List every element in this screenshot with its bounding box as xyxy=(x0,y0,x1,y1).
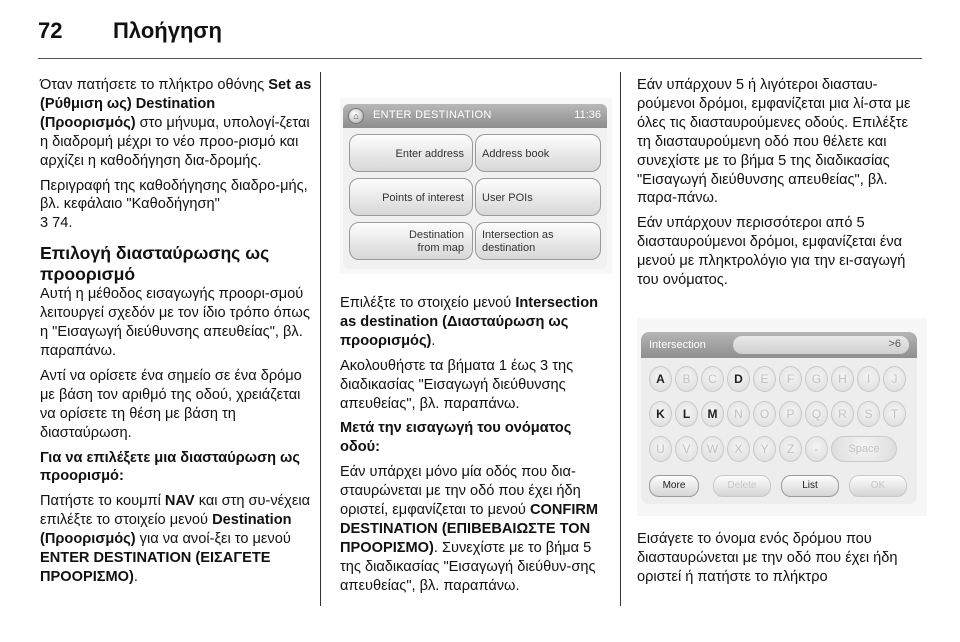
key-n[interactable]: N xyxy=(727,401,750,427)
screen-title: ENTER DESTINATION xyxy=(373,109,492,121)
key-y[interactable]: Y xyxy=(753,436,776,462)
key-v[interactable]: V xyxy=(675,436,698,462)
home-icon[interactable]: ⌂ xyxy=(348,108,364,124)
key-x[interactable]: X xyxy=(727,436,750,462)
screen-header xyxy=(343,104,607,128)
delete-button[interactable]: Delete xyxy=(713,475,771,497)
key-d[interactable]: D xyxy=(727,366,750,392)
column-divider-1 xyxy=(320,72,321,606)
subheading: Μετά την εισαγωγή του ονόματος οδού: xyxy=(340,420,572,456)
page-header xyxy=(0,0,960,60)
screen-header xyxy=(641,332,917,358)
key-s[interactable]: S xyxy=(857,401,880,427)
paragraph: Εισάγετε το όνομα ενός δρόμου που διασταυρώνεται με την οδό που έχει ήδη οριστεί ή πατήστε το πλήκτρο xyxy=(637,531,898,585)
clock: 11:36 xyxy=(574,109,601,121)
screen-title: Intersection xyxy=(649,339,706,351)
page-reference: 3 74. xyxy=(40,215,73,232)
result-count: >6 xyxy=(888,338,901,350)
key-g[interactable]: G xyxy=(805,366,828,392)
key-q[interactable]: Q xyxy=(805,401,828,427)
section-heading: Επιλογή διασταύρωσης ως προορισμό xyxy=(40,243,270,285)
user-pois-button[interactable]: User POIs xyxy=(475,178,601,216)
key-j[interactable]: J xyxy=(883,366,906,392)
header-rule xyxy=(38,58,922,59)
paragraph: Εάν υπάρχει μόνο μία οδός που δια-σταυρώνεται με την οδό που έχει ήδη οριστεί, εμφανίζεται το μενού CONFIRM DESTINATION (ΕΠΙΒΕΒΑΙΩΣΤΕ ΤΟΝ ΠΡΟΟΡΙΣΜΟ). Συνεχίστε με το βήμα 5 της διαδικασίας "Εισαγωγή διεύθυν-σης απευθείας", βλ. παραπάνω. xyxy=(340,464,599,594)
paragraph: Περιγραφή της καθοδήγησης διαδρο-μής, βλ. κεφάλαιο "Καθοδήγηση" 3 74. xyxy=(40,177,308,232)
key-a[interactable]: A xyxy=(649,366,672,392)
key-o[interactable]: O xyxy=(753,401,776,427)
column-2 xyxy=(340,294,610,602)
enter-address-button[interactable]: Enter address xyxy=(349,134,473,172)
paragraph: Εάν υπάρχουν περισσότεροι από 5 διασταυρούμενοι δρόμοι, εμφανίζεται ένα μενού με πληκτρολόγιο για την ει-σαγωγή του ονόματος. xyxy=(637,215,906,289)
paragraph: Αντί να ορίσετε ένα σημείο σε ένα δρόμο με βάση τον αριθμό της οδού, χρειάζεται να ορίσετε τη θέση με βάση τη διασταύρωση. xyxy=(40,367,302,441)
enter-destination-screen xyxy=(343,104,607,269)
ok-button[interactable]: OK xyxy=(849,475,907,497)
intersection-keyboard-screenshot xyxy=(637,318,927,516)
key-k[interactable]: K xyxy=(649,401,672,427)
destination-from-map-button[interactable]: Destination from map xyxy=(349,222,473,260)
subheading: Για να επιλέξετε μια διασταύρωση ως προορισμό: xyxy=(40,449,300,485)
paragraph: Αυτή η μέθοδος εισαγωγής προορι-σμού λειτουργεί σχεδόν με τον ίδιο τρόπο όπως η "Εισαγωγή διεύθυνσης απευθείας", βλ. παραπάνω. xyxy=(40,286,310,359)
key-f[interactable]: F xyxy=(779,366,802,392)
address-book-button[interactable]: Address book xyxy=(475,134,601,172)
key-w[interactable]: W xyxy=(701,436,724,462)
key-b[interactable]: B xyxy=(675,366,698,392)
paragraph: Ακολουθήστε τα βήματα 1 έως 3 της διαδικασίας "Εισαγωγή διεύθυνσης απευθείας", βλ. παραπάνω. xyxy=(340,357,574,412)
key-p[interactable]: P xyxy=(779,401,802,427)
column-3 xyxy=(637,76,925,296)
intersection-keyboard-screen xyxy=(641,332,917,504)
key-l[interactable]: L xyxy=(675,401,698,427)
key-u[interactable]: U xyxy=(649,436,672,462)
key-t[interactable]: T xyxy=(883,401,906,427)
key-c[interactable]: C xyxy=(701,366,724,392)
key-r[interactable]: R xyxy=(831,401,854,427)
column-1 xyxy=(40,76,312,593)
column-3-continued xyxy=(637,530,925,593)
key-e[interactable]: E xyxy=(753,366,776,392)
key-h[interactable]: H xyxy=(831,366,854,392)
paragraph: Πατήστε το κουμπί NAV και στη συ-νέχεια επιλέξτε το στοιχείο μενού Destination (Προορισμός) για να ανοί-ξει το μενού ENTER DESTINATION (ΕΙΣΑΓΕΤΕ ΠΡΟΟΡΙΣΜΟ). xyxy=(40,493,311,585)
page-title: Πλοήγηση xyxy=(113,18,222,43)
list-button[interactable]: List xyxy=(781,475,839,497)
column-divider-2 xyxy=(620,72,621,606)
key-i[interactable]: I xyxy=(857,366,880,392)
key-m[interactable]: M xyxy=(701,401,724,427)
key-z[interactable]: Z xyxy=(779,436,802,462)
paragraph: Επιλέξτε το στοιχείο μενού Intersection as destination (Διασταύρωση ως προορισμός). xyxy=(340,295,599,349)
page-number: 72 xyxy=(38,18,63,43)
more-button[interactable]: More xyxy=(649,475,699,497)
intersection-as-destination-button[interactable]: Intersection as destination xyxy=(475,222,601,260)
paragraph: Όταν πατήσετε το πλήκτρο οθόνης Set as (Ρύθμιση ως) Destination (Προορισμός) στο μήνυμα, υπολογί-ζεται η διαδρομή μέχρι το νέο προο-ρισμό και αρχίζει η καθοδήγηση δια-δρομής. xyxy=(40,77,312,169)
intersection-input[interactable] xyxy=(733,336,909,354)
key-space[interactable]: Space xyxy=(831,436,897,462)
paragraph: Εάν υπάρχουν 5 ή λιγότεροι διασταυ-ρούμενοι δρόμοι, εμφανίζεται μια λί-στα με όλες τις διασταυρούμενες οδούς. Επιλέξτε τη διασταυρούμενη οδό που θέλετε και συνεχίστε με το βήμα 5 της διαδικασίας "Εισαγωγή διεύθυνσης απευθείας", βλ. παρα-πάνω. xyxy=(637,77,911,207)
enter-destination-screenshot xyxy=(340,98,612,274)
points-of-interest-button[interactable]: Points of interest xyxy=(349,178,473,216)
key-dash[interactable]: - xyxy=(805,436,828,462)
